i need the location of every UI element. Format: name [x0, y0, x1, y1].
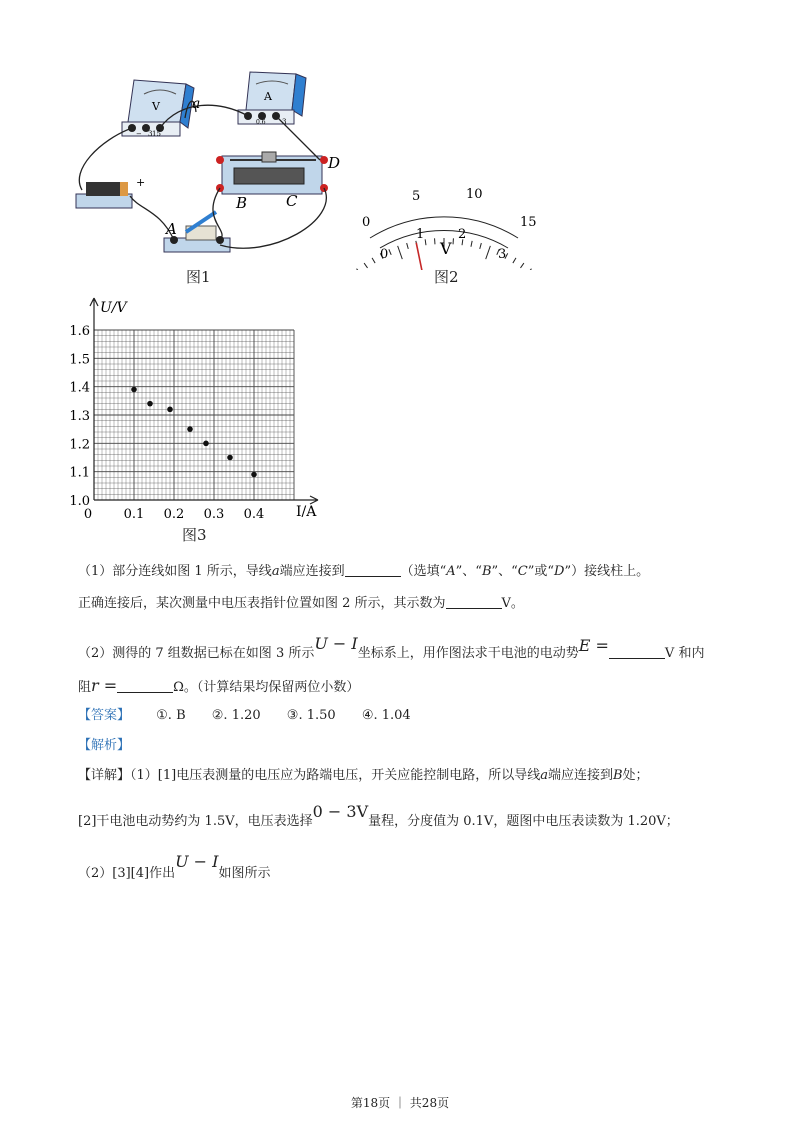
- blank-1[interactable]: [345, 562, 401, 577]
- dial-tick: [357, 269, 363, 270]
- x-tick-label: 0.1: [123, 507, 145, 522]
- math-r: r =: [91, 676, 118, 695]
- rheostat: [216, 152, 328, 194]
- answer-item-4: ④. 1.04: [361, 708, 411, 723]
- y-tick-label: 1.2: [69, 437, 90, 453]
- figure1-circuit: [70, 60, 370, 270]
- voltmeter-symbol: V: [152, 100, 160, 113]
- dial-outer-5: 5: [412, 189, 421, 204]
- answer-label: 【答案】: [78, 708, 131, 723]
- dial-tick: [525, 269, 531, 270]
- voltmeter-scale-mid: 3: [148, 130, 153, 138]
- voltmeter-minus: −: [136, 130, 142, 138]
- math-ui-2: U − I: [175, 852, 219, 871]
- dial-inner-0: 0: [380, 247, 389, 262]
- x-axis-label: I/A: [296, 504, 317, 520]
- x-tick-label: 0.4: [243, 507, 265, 522]
- data-point: [251, 472, 257, 478]
- y-tick-label: 1.5: [69, 352, 90, 368]
- label-a: a: [192, 96, 201, 112]
- data-point: [227, 455, 233, 461]
- dial-inner-2: 2: [458, 227, 467, 242]
- math-range: 0 − 3V: [312, 802, 369, 821]
- dial-outer-0: 0: [362, 215, 371, 230]
- detail-line1: 【详解】（1）[1]电压表测量的电压应为路端电压，开关应能控制电路，所以导线a端应连接到B处；: [78, 768, 649, 783]
- detail-line2: [2]干电池电动势约为 1.5V，电压表选择0 − 3V量程，分度值为 0.1V，题图中电压表读数为 1.20V；: [78, 802, 679, 829]
- label-B: B: [236, 194, 248, 212]
- dial-tick: [425, 239, 426, 245]
- data-point: [131, 387, 137, 393]
- ammeter-scale-left: 0.6: [256, 119, 266, 126]
- answer-line: [78, 706, 411, 726]
- analysis-label: 【解析】: [78, 738, 131, 753]
- figure2-dial: [350, 180, 550, 270]
- ammeter: [238, 72, 306, 126]
- dial-outer-15: 15: [520, 215, 537, 230]
- figure3-caption: 图3: [182, 526, 207, 544]
- figure1-caption: 图1: [186, 268, 211, 286]
- y-tick-label: 1.0: [69, 494, 90, 509]
- page-footer: 第18页 ｜ 共28页: [350, 1096, 450, 1110]
- blank-3[interactable]: [609, 644, 665, 659]
- q2-line1: （2）测得的 7 组数据已标在如图 3 所示U − I坐标系上，用作图法求干电池的电动势E = V 和内: [78, 634, 705, 661]
- answer-item-2: ②. 1.20: [211, 708, 261, 723]
- blank-2[interactable]: [446, 594, 502, 609]
- data-point: [203, 441, 209, 447]
- figure3-chart: [60, 290, 330, 525]
- voltmeter-scale-end: 15: [152, 130, 161, 138]
- ammeter-scale-right: 3: [282, 118, 287, 126]
- x-tick-label: 0: [83, 507, 93, 522]
- q1-line2: 正确连接后，某次测量中电压表指针位置如图 2 所示，其示数为 V。: [78, 596, 524, 611]
- y-tick-label: 1.6: [69, 324, 90, 339]
- math-ui: U − I: [314, 634, 358, 653]
- label-D: D: [328, 154, 341, 172]
- dial-outer-10: 10: [466, 187, 483, 202]
- dial-tick: [372, 258, 375, 263]
- figure2-caption: 图2: [434, 268, 459, 286]
- answer-item-1: ①. B: [156, 708, 186, 723]
- math-e: E =: [578, 636, 609, 655]
- axes: [90, 298, 318, 504]
- y-tick-label: 1.3: [69, 409, 90, 424]
- dial-tick: [520, 263, 523, 268]
- dial-tick: [389, 249, 391, 255]
- dial-unit: V: [440, 239, 452, 258]
- dial-tick: [480, 243, 482, 249]
- dial-tick: [471, 241, 472, 247]
- label-C: C: [286, 192, 298, 210]
- label-plus: +: [136, 176, 146, 189]
- data-point: [187, 426, 193, 432]
- dial-tick: [407, 243, 409, 249]
- dial-tick: [398, 246, 403, 259]
- x-tick-label: 0.3: [203, 507, 225, 522]
- data-point: [147, 401, 153, 407]
- blank-4[interactable]: [117, 678, 173, 693]
- battery: [76, 182, 132, 208]
- answer-item-3: ③. 1.50: [286, 708, 336, 723]
- label-A: A: [166, 220, 177, 238]
- q1-line1: （1）部分连线如图 1 所示，导线a端应连接到 （选填“A”、“B”、“C”或“D”）接线柱上。: [78, 564, 650, 579]
- y-tick-label: 1.1: [69, 465, 90, 481]
- dial-tick: [486, 246, 491, 259]
- dial-pointer: [416, 243, 430, 270]
- dial-tick: [364, 263, 367, 268]
- ammeter-symbol: A: [264, 90, 272, 103]
- q2-line2: 阻r = Ω。（计算结果均保留两位小数）: [78, 676, 360, 695]
- y-tick-label: 1.4: [69, 380, 90, 396]
- data-point: [167, 407, 173, 413]
- dial-inner-1: 1: [416, 227, 425, 242]
- y-axis-label: U/V: [100, 300, 127, 316]
- x-tick-label: 0.2: [163, 507, 185, 522]
- dial-inner-3: 3: [498, 247, 507, 262]
- detail-line3: （2）[3][4]作出U − I如图所示: [78, 852, 271, 881]
- dial-tick: [513, 258, 516, 263]
